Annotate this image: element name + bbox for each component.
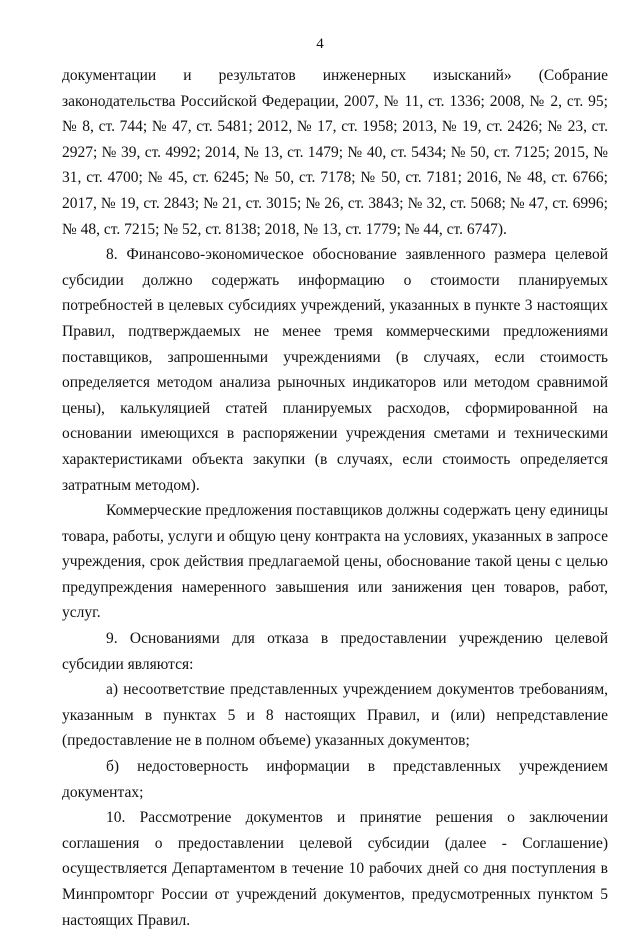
paragraph-item-8: 8. Финансово-экономическое обоснование заявленного размера целевой субсидии должно содержать информацию о стоимости планируемых потребностей в целевых субсидиях учреждений, указанных в пункте 3 настоящих Правил, подтверждаемых не менее тремя коммерческими предложениями поставщиков, запрошенными учреждениями (в случаях, если стоимость определяется методом анализа рыночных индикаторов или методом сравнимой цены), калькуляцией статей планируемых расходов, сформированной на основании имеющихся в распоряжении учреждения сметами и техническими характеристиками объекта закупки (в случаях, если стоимость определяется затратным методом). [62,246,608,494]
page-number: 4 [316,36,324,52]
paragraph-commercial-offers: Коммерческие предложения поставщиков должны содержать цену единицы товара, работы, услуги и общую цену контракта на условиях, указанных в запросе учреждения, срок действия предлагаемой цены, обоснование такой цены с целью предупреждения намеренного завышения или занижения цен товаров, работ, услуг. [62,502,608,622]
paragraph-item-10: 10. Рассмотрение документов и принятие решения о заключении соглашения о предоставлении целевой субсидии (далее - Соглашение) осуществляется Департаментом в течение 10 рабочих дней со дня поступления в Минпромторг России от учреждений документов, предусмотренных пунктом 5 настоящих Правил. [62,809,608,929]
document-body [62,63,608,933]
paragraph-item-9a: а) несоответствие представленных учреждением документов требованиям, указанным в пунктах 5 и 8 настоящих Правил, и (или) непредставление (предоставление не в полном объеме) указанных документов; [62,681,608,750]
paragraph-item-9: 9. Основаниями для отказа в предоставлении учреждению целевой субсидии являются: [62,630,608,673]
paragraph-legislation-references: документации и результатов инженерных изысканий» (Собрание законодательства Российской Федерации, 2007, № 11, ст. 1336; 2008, № 2, ст. 95; № 8, ст. 744; № 47, ст. 5481; 2012, № 17, ст. 1958; 2013, № 19, ст. 2426; № 23, ст. 2927; № 39, ст. 4992; 2014, № 13, ст. 1479; № 40, ст. 5434; № 50, ст. 7125; 2015, № 31, ст. 4700; № 45, ст. 6245; № 50, ст. 7178; № 50, ст. 7181; 2016, № 48, ст. 6766; 2017, № 19, ст. 2843; № 21, ст. 3015; № 26, ст. 3843; № 32, ст. 5068; № 47, ст. 6996; № 48, ст. 7215; № 52, ст. 8138; 2018, № 13, ст. 1779; № 44, ст. 6747). [62,67,608,238]
paragraph-item-9b: б) недостоверность информации в представленных учреждением документах; [62,758,608,801]
